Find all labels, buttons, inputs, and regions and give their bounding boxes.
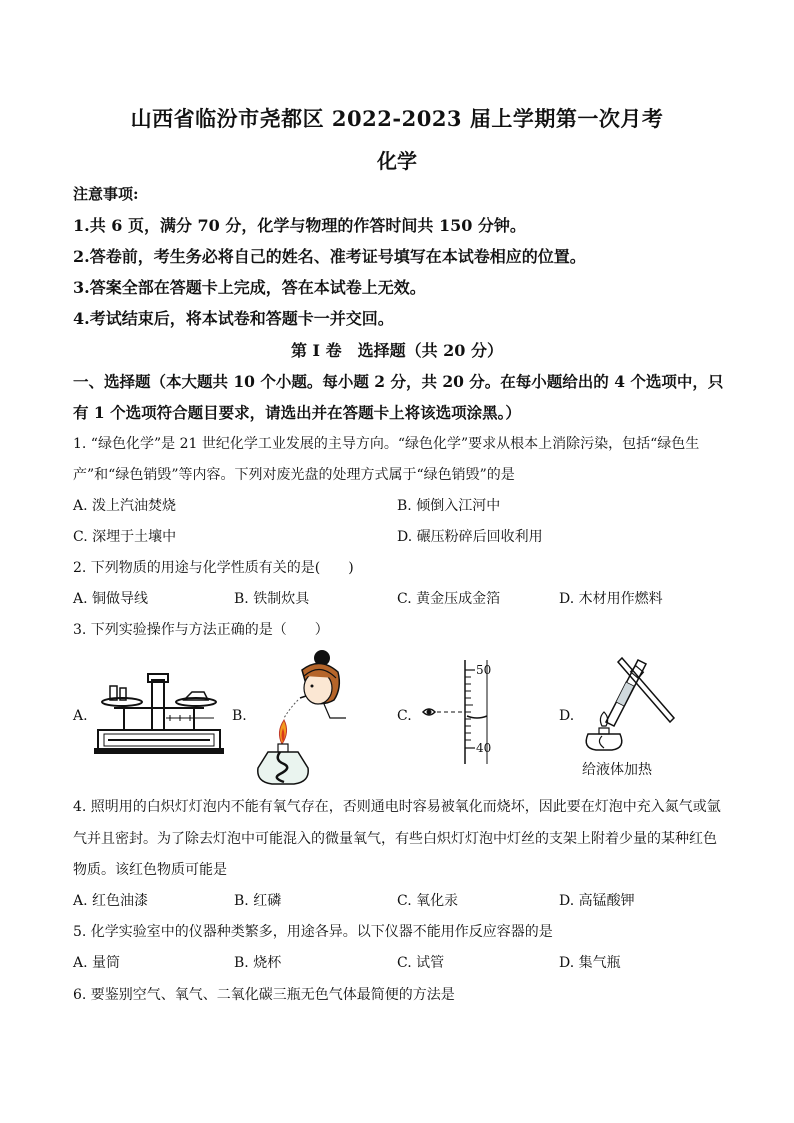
section-title: 第 I 卷 选择题（共 20 分）	[290, 341, 504, 360]
heating-liquid-figure	[576, 652, 680, 752]
image-label-a: A.	[73, 708, 88, 724]
question-4-text: 4. 照明用的白炽灯灯泡内不能有氧气存在，否则通电时容易被氧化而烧坏，因此要在灯泡中充入氮气或氩	[73, 799, 721, 815]
option-d: D. 碾压粉碎后回收利用	[397, 529, 543, 545]
question-5-text: 5. 化学实验室中的仪器种类繁多，用途各异。以下仪器不能用作反应容器的是	[73, 924, 553, 940]
section-instruction: 有 1 个选项符合题目要求，请选出并在答题卡上将该选项涂黑。）	[73, 403, 521, 422]
option-a: A. 铜做导线	[73, 591, 149, 607]
option-a: A. 泼上汽油焚烧	[73, 498, 177, 514]
question-1-text: 产”和“绿色销毁”等内容。下列对废光盘的处理方式属于“绿色销毁”的是	[73, 467, 515, 483]
note-item: 2.答卷前，考生务必将自己的姓名、准考证号填写在本试卷相应的位置。	[73, 247, 586, 266]
exam-title: 山西省临汾市尧都区 2022-2023 届上学期第一次月考	[130, 106, 664, 131]
blowing-lamp-figure	[250, 648, 350, 788]
question-1-text: 1. “绿色化学”是 21 世纪化学工业发展的主导方向。“绿色化学”要求从根本上消除污染，包括“绿色生	[73, 436, 700, 452]
note-item: 1.共 6 页，满分 70 分，化学与物理的作答时间共 150 分钟。	[73, 216, 526, 235]
option-c: C. 黄金压成金箔	[397, 591, 501, 607]
note-item: 4.考试结束后，将本试卷和答题卡一并交回。	[73, 309, 394, 328]
option-b: B. 倾倒入江河中	[397, 498, 501, 514]
question-6-text: 6. 要鉴别空气、氧气、二氧化碳三瓶无色气体最简便的方法是	[73, 987, 455, 1003]
option-d: D. 木材用作燃料	[559, 591, 663, 607]
option-c: C. 试管	[397, 955, 445, 971]
option-c: C. 深埋于土壤中	[73, 529, 177, 545]
notes-heading: 注意事项:	[73, 185, 139, 203]
option-d: D. 集气瓶	[559, 955, 621, 971]
option-b: B. 铁制炊具	[234, 591, 310, 607]
option-b: B. 红磷	[234, 893, 282, 909]
cylinder-tick-label: 40	[476, 741, 492, 755]
option-b: B. 烧杯	[234, 955, 282, 971]
section-instruction: 一、选择题（本大题共 10 个小题。每小题 2 分，共 20 分。在每小题给出的 4 个选项中，只	[73, 372, 724, 391]
image-label-b: B.	[232, 708, 247, 724]
question-3-text: 3. 下列实验操作与方法正确的是（ ）	[73, 622, 329, 638]
image-label-c: C.	[397, 708, 412, 724]
question-4-text: 气并且密封。为了除去灯泡中可能混入的微量氧气，有些白炽灯灯泡中灯丝的支架上附着少量的某种红色	[73, 831, 717, 847]
option-a: A. 红色油漆	[73, 893, 149, 909]
subject-title: 化学	[377, 149, 417, 173]
question-2-text: 2. 下列物质的用途与化学性质有关的是( )	[73, 560, 354, 576]
figure-caption: 给液体加热	[582, 762, 652, 778]
cylinder-tick-label: 50	[476, 663, 492, 677]
note-item: 3.答案全部在答题卡上完成，答在本试卷上无效。	[73, 278, 426, 297]
image-label-d: D.	[559, 708, 575, 724]
option-a: A. 量筒	[73, 955, 121, 971]
balance-figure	[94, 672, 224, 756]
question-4-text: 物质。该红色物质可能是	[73, 862, 227, 878]
option-d: D. 高锰酸钾	[559, 893, 635, 909]
option-c: C. 氧化汞	[397, 893, 459, 909]
